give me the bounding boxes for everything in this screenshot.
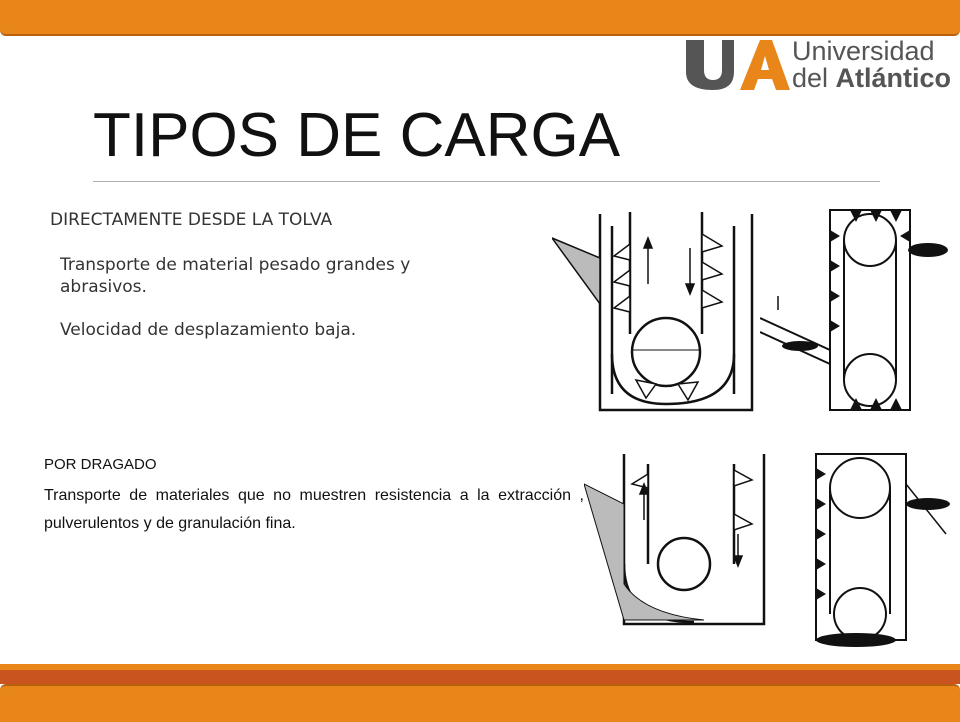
section2-body: Transporte de materiales que no muestren resistencia a la extracción , pulverulentos y de granulación fina. [44, 487, 584, 532]
ua-logo-mark [684, 34, 790, 94]
figure-hopper-feed-elevator [552, 204, 762, 414]
section1-heading: DIRECTAMENTE DESDE LA TOLVA [50, 210, 333, 230]
logo-line1: Universidad [792, 36, 935, 66]
figure-inclined-feed-elevator [760, 200, 960, 422]
logo-line2-bold: Atlántico [835, 63, 952, 93]
bottom-bar [0, 684, 960, 722]
section2-heading: POR DRAGADO [44, 456, 157, 473]
bottom-dark-band [0, 670, 960, 684]
top-bar [0, 0, 960, 36]
logo-line2 [792, 65, 951, 92]
logo-wordmark [792, 38, 951, 92]
section1-bullet2: Velocidad de desplazamiento baja. [60, 320, 357, 340]
logo-line2-prefix: del [792, 63, 836, 93]
section1-bullet1: Transporte de material pesado grandes y abrasivos. [60, 255, 411, 297]
figure-dredging-continuous-elevator [796, 444, 960, 648]
university-logo [684, 34, 960, 94]
slide-title: TIPOS DE CARGA [93, 101, 621, 170]
title-divider [93, 181, 880, 182]
figure-dredging-elevator [584, 444, 784, 634]
